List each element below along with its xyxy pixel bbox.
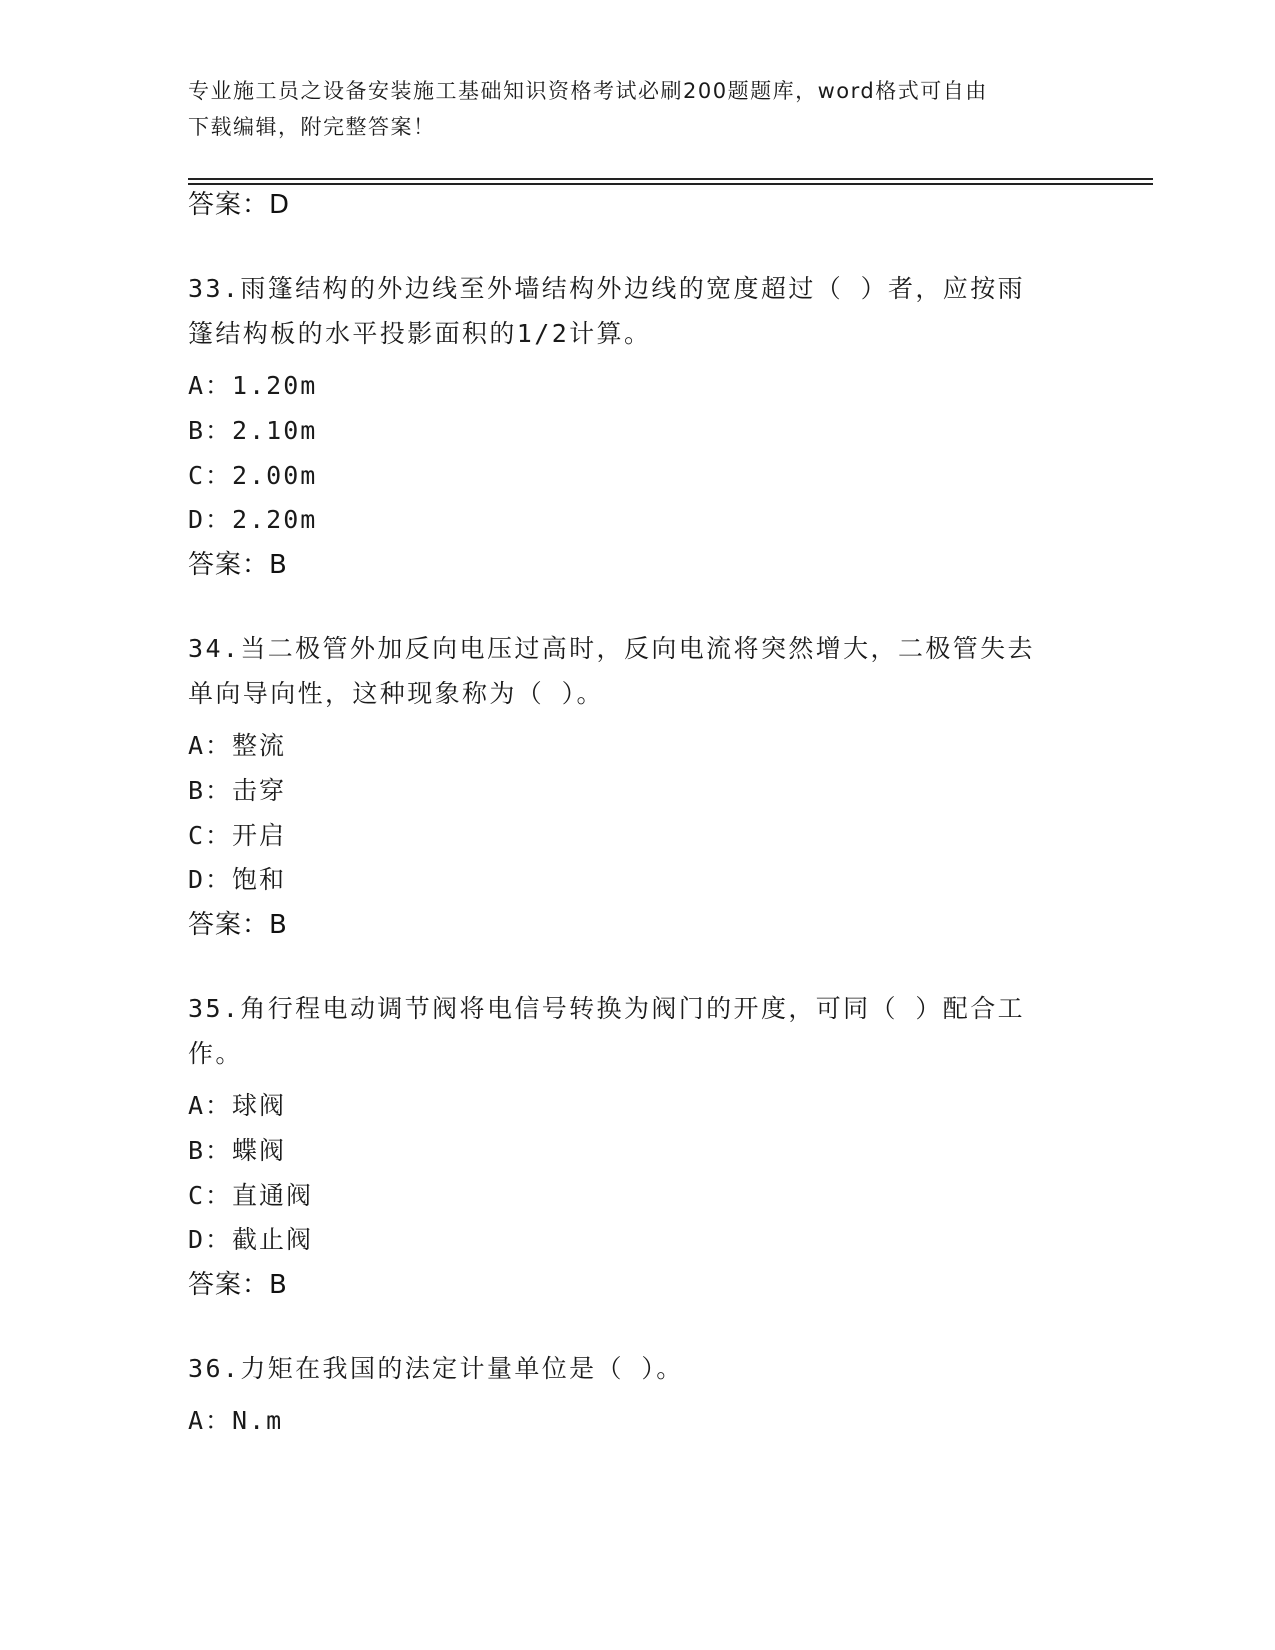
question-34-line-2: 单向导向性，这种现象称为（ ）。 bbox=[188, 679, 604, 708]
answer-q33: 答案：B bbox=[188, 550, 288, 580]
question-35-option-d: D：截止阀 bbox=[188, 1225, 314, 1254]
question-36 bbox=[188, 1346, 1088, 1391]
question-35-line-2: 作。 bbox=[188, 1039, 243, 1068]
question-34-option-d: D：饱和 bbox=[188, 865, 287, 894]
question-34-option-c: C：开启 bbox=[188, 821, 287, 850]
question-33-option-c: C：2.00m bbox=[188, 461, 318, 490]
answer-q34: 答案：B bbox=[188, 910, 288, 940]
question-33-line-2: 篷结构板的水平投影面积的1/2计算。 bbox=[188, 319, 652, 348]
header-line-2: 下载编辑，附完整答案！ bbox=[188, 115, 436, 139]
question-36-option-a: A：N.m bbox=[188, 1406, 284, 1435]
header-divider-bottom bbox=[188, 183, 1153, 185]
question-34 bbox=[188, 626, 1088, 716]
question-33-line-1: 33.雨篷结构的外边线至外墙结构外边线的宽度超过（ ）者，应按雨 bbox=[188, 274, 1026, 303]
question-35-option-b: B：蝶阀 bbox=[188, 1136, 287, 1165]
document-header bbox=[188, 73, 1068, 145]
question-35-option-a: A：球阀 bbox=[188, 1091, 287, 1120]
question-36-line-1: 36.力矩在我国的法定计量单位是（ ）。 bbox=[188, 1354, 684, 1383]
question-33 bbox=[188, 266, 1088, 356]
question-35-line-1: 35.角行程电动调节阀将电信号转换为阀门的开度，可同（ ）配合工 bbox=[188, 994, 1026, 1023]
question-33-option-a: A：1.20m bbox=[188, 371, 318, 400]
answer-q32: 答案：D bbox=[188, 190, 291, 220]
question-35-option-c: C：直通阀 bbox=[188, 1181, 314, 1210]
header-divider-top bbox=[188, 178, 1153, 180]
question-33-option-b: B：2.10m bbox=[188, 416, 318, 445]
question-34-line-1: 34.当二极管外加反向电压过高时，反向电流将突然增大，二极管失去 bbox=[188, 634, 1035, 663]
header-line-1: 专业施工员之设备安装施工基础知识资格考试必刷200题题库，word格式可自由 bbox=[188, 79, 988, 103]
question-35 bbox=[188, 986, 1088, 1076]
question-33-option-d: D：2.20m bbox=[188, 505, 318, 534]
answer-q35: 答案：B bbox=[188, 1270, 288, 1300]
question-34-option-a: A：整流 bbox=[188, 731, 287, 760]
question-34-option-b: B：击穿 bbox=[188, 776, 287, 805]
